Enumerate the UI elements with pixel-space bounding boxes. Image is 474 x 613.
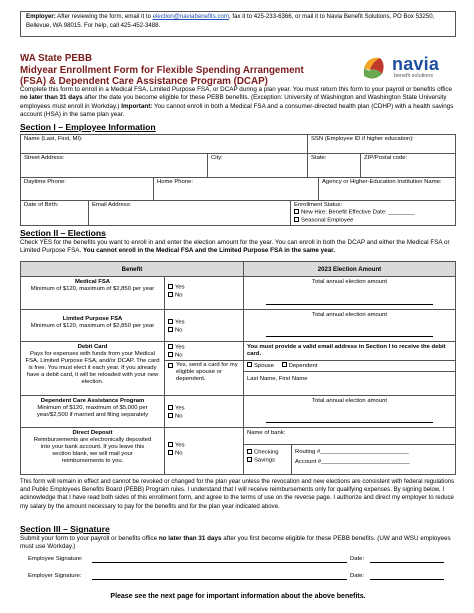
- direct-deposit-name: Direct Deposit: [72, 430, 113, 436]
- employee-signature-row: [20, 555, 456, 565]
- medical-fsa-row: [21, 277, 455, 310]
- employer-date-label: Date:: [350, 573, 365, 579]
- medical-fsa-amount[interactable]: [244, 277, 455, 309]
- employee-signature-label: Employee Signature:: [28, 556, 83, 562]
- direct-deposit-yes[interactable]: [168, 442, 240, 450]
- send-card-option[interactable]: [165, 361, 243, 384]
- dcap-choice: [165, 396, 244, 427]
- debit-card-yes-no: [165, 342, 243, 361]
- signature-intro: [20, 535, 456, 552]
- debit-card-email-note: You must provide a valid email address in Section I to receive the debit card.: [244, 342, 455, 361]
- daytime-phone-label: Daytime Phone:: [24, 179, 66, 185]
- checkbox-icon[interactable]: [168, 284, 173, 289]
- signature-intro-text-1: Submit your form to your payroll or benefits office: [20, 535, 159, 542]
- medical-fsa-choice: [165, 277, 244, 309]
- intro-text-3: You cannot enroll in both a Medical FSA and a consumer-directed health plan (CDHP) with a health savings account (HSA) in the same plan year.: [20, 102, 454, 119]
- agency-field[interactable]: [319, 178, 455, 201]
- checking-label: Checking: [254, 449, 279, 456]
- new-hire-label: New Hire; Benefit Effective Date: ________: [301, 209, 415, 216]
- spouse-option[interactable]: [247, 363, 274, 369]
- savings-option[interactable]: [247, 457, 288, 465]
- total-amount-label: Total annual election amount: [312, 312, 387, 318]
- limited-fsa-name: Limited Purpose FSA: [62, 316, 123, 322]
- section-3-title-text: Section III – Signature: [20, 524, 110, 534]
- state-label: State:: [311, 155, 327, 161]
- yes-label: Yes: [175, 405, 185, 412]
- intro-text-1: Complete this form to enroll in a Medical FSA, Limited Purpose FSA, or DCAP during a plan year. You must return this form to your payroll or benefits office: [20, 86, 453, 93]
- dcap-no[interactable]: [168, 413, 240, 421]
- section-1-title: [20, 122, 156, 132]
- checkbox-icon[interactable]: [247, 457, 252, 462]
- employer-signature-line[interactable]: [92, 579, 347, 580]
- navia-logo: [358, 52, 458, 84]
- dob-field[interactable]: [21, 201, 89, 225]
- checking-option[interactable]: [247, 449, 288, 457]
- employer-instructions-box: [20, 11, 456, 37]
- employer-text-1: After reviewing the form, email it to: [55, 13, 153, 20]
- elections-intro: [20, 239, 456, 256]
- seasonal-label: Seasonal Employee: [301, 217, 354, 223]
- employee-date-label: Date:: [350, 556, 365, 562]
- amount-line: [266, 336, 433, 337]
- total-amount-label: Total annual election amount: [312, 279, 387, 285]
- dcap-row: [21, 396, 455, 428]
- daytime-phone-field[interactable]: [21, 178, 154, 201]
- limited-fsa-row: [21, 310, 455, 342]
- account-type-choice: [244, 445, 292, 474]
- agency-label: Agency or Higher-Education Institution Name:: [322, 179, 442, 185]
- limited-fsa-amount[interactable]: [244, 310, 455, 341]
- checkbox-icon[interactable]: [168, 319, 173, 324]
- intro-paragraph: [20, 86, 456, 120]
- checkbox-icon[interactable]: [168, 450, 173, 455]
- direct-deposit-no[interactable]: [168, 450, 240, 458]
- city-field[interactable]: [208, 154, 308, 178]
- direct-deposit-desc: Reimbursements are electronically deposited into your bank account. If you leave this section blank, we will mail your reimbursements to you.: [33, 437, 152, 464]
- email-field[interactable]: [89, 201, 291, 225]
- elections-table: [20, 261, 456, 475]
- spouse-label: Spouse: [254, 362, 274, 369]
- total-amount-label: Total annual election amount: [312, 398, 387, 404]
- election-email-link[interactable]: election@naviabenefits.com: [152, 13, 229, 20]
- checkbox-icon[interactable]: [247, 362, 252, 367]
- enrollment-status-label: Enrollment Status:: [294, 202, 343, 208]
- elections-intro-text: Check YES for the benefits you want to enroll in and enter the election amount for the year. You can enroll in both the DCAP and either the Medical FSA or Limited Purpose FSA.: [20, 239, 450, 255]
- employer-signature-row: [20, 572, 456, 582]
- elections-intro-bold: You cannot enroll in the Medical FSA and the Limited Purpose FSA in the same year.: [83, 247, 336, 255]
- checkbox-icon[interactable]: [168, 413, 173, 418]
- dob-label: Date of Birth:: [24, 202, 59, 208]
- seasonal-option[interactable]: [294, 217, 452, 225]
- direct-deposit-choice: [165, 428, 244, 474]
- debit-card-row: [21, 342, 455, 396]
- medical-fsa-yes[interactable]: [168, 284, 240, 292]
- zip-label: ZIP/Postal code:: [364, 155, 408, 161]
- direct-deposit-benefit: [21, 428, 165, 474]
- enrollment-status-field: [291, 201, 455, 225]
- savings-label: Savings: [254, 457, 275, 463]
- employee-date-line[interactable]: [370, 562, 444, 563]
- section-1-title-text: Section I – Employee Information: [20, 122, 156, 132]
- intro-bold-1: no later than 31 days: [20, 94, 83, 102]
- home-phone-label: Home Phone:: [157, 179, 194, 185]
- no-label: No: [175, 352, 183, 358]
- last-first-label: Last Name, First Name: [247, 376, 308, 382]
- employer-date-line[interactable]: [370, 579, 444, 580]
- routing-number-field[interactable]: Routing #___________________________: [295, 449, 409, 455]
- employer-label: Employer:: [26, 13, 56, 20]
- next-page-note: Please see the next page for important information about the above benefits.: [110, 593, 366, 600]
- navia-logo-text: navia: [392, 54, 440, 74]
- checkbox-icon[interactable]: [247, 449, 252, 454]
- title-line-3: (FSA) & Dependent Care Assistance Program (DCAP): [20, 76, 268, 88]
- home-phone-field[interactable]: [154, 178, 319, 201]
- debit-card-name: Debit Card: [77, 344, 108, 350]
- form-title: [20, 53, 340, 88]
- checkbox-icon[interactable]: [168, 442, 173, 447]
- medical-fsa-desc: Minimum of $120, maximum of $2,850 per year: [30, 286, 155, 292]
- amount-column-header: 2023 Election Amount: [244, 262, 455, 277]
- name-field[interactable]: [21, 135, 308, 154]
- checkbox-icon[interactable]: [168, 344, 173, 349]
- amount-line: [266, 304, 433, 305]
- employer-signature-label: Employer Signature:: [28, 573, 82, 579]
- limited-fsa-desc: Minimum of $120, maximum of $2,850 per year: [30, 323, 155, 329]
- name-label: Name (Last, First, MI):: [24, 136, 83, 142]
- no-label: No: [175, 292, 183, 298]
- dependent-option[interactable]: [282, 363, 318, 369]
- street-field[interactable]: [21, 154, 208, 178]
- checkbox-icon[interactable]: [168, 352, 173, 357]
- dependent-name-field[interactable]: [244, 372, 455, 383]
- medical-fsa-benefit: [21, 277, 165, 309]
- checkbox-icon[interactable]: [282, 362, 287, 367]
- section-2-title-text: Section II – Elections: [20, 228, 106, 238]
- debit-card-desc: Pays for expenses with funds from your Medical FSA, Limited Purpose FSA, and/or DCAP. The card is free. You must elect it each year. If you already have a debit card, it will be reloaded with your new election.: [25, 351, 160, 385]
- debit-card-amount: [244, 342, 455, 395]
- yes-label: Yes: [175, 442, 185, 449]
- medical-fsa-no[interactable]: [168, 292, 240, 300]
- zip-field[interactable]: [361, 154, 455, 178]
- state-field[interactable]: [308, 154, 361, 178]
- limited-fsa-yes[interactable]: [168, 319, 240, 327]
- section-2-title: [20, 228, 106, 238]
- new-hire-option[interactable]: [294, 209, 452, 217]
- navia-logo-tagline: benefit solutions: [394, 73, 433, 79]
- street-label: Street Address:: [24, 155, 65, 161]
- medical-fsa-name: Medical FSA: [74, 279, 111, 285]
- employee-info-grid: [20, 134, 456, 226]
- debit-card-no[interactable]: [168, 352, 240, 360]
- intro-text-2: after the date you become eligible for these PEBB benefits. (Exception: University of Washington and Washington State University employees must enroll in Workday.): [20, 94, 447, 110]
- debit-card-choice: [165, 342, 244, 395]
- employer-text-2: , fax it to 425-233-6366, or mail it to Navia Benefit Solutions, PO Box 53250, Bellevue, WA 98015. For help, call 425-452-3488.: [26, 13, 435, 29]
- yes-label: Yes: [175, 284, 185, 291]
- city-label: City:: [211, 155, 223, 161]
- checkbox-icon[interactable]: [168, 292, 173, 297]
- no-label: No: [175, 450, 183, 456]
- section-3-title: [20, 524, 110, 534]
- debit-card-benefit: [21, 342, 165, 395]
- ssn-field[interactable]: [308, 135, 455, 154]
- benefit-column-header: Benefit: [21, 262, 244, 277]
- legal-agreement-text: This form will remain in effect and cannot be revoked or changed for the plan year unless the revocation and new elections are consistent with federal regulations and Public Employees Benefits Board (PEBB) Program rules. I understand that I will receive reimbursements only for qualifying expenses. By signing below, I acknowledge that I have read both sides of this enrollment form, and agree to the terms of use on the reverse page. I authorize and direct my employer to reduce my salary by the amount necessary to pay for the benefits and for the plan year indicated above.: [20, 478, 455, 510]
- dependent-label: Dependent: [288, 362, 318, 369]
- no-label: No: [175, 413, 183, 419]
- limited-fsa-choice: [165, 310, 244, 341]
- yes-label: Yes: [175, 344, 185, 351]
- checkbox-icon[interactable]: [294, 217, 299, 222]
- dcap-yes[interactable]: [168, 405, 240, 413]
- ssn-label: SSN (Employee ID if higher education):: [311, 136, 414, 142]
- dependent-type-choice: [244, 361, 455, 372]
- amount-line: [266, 422, 433, 423]
- limited-fsa-no[interactable]: [168, 327, 240, 335]
- signature-intro-bold: no later than 31 days: [158, 535, 222, 542]
- dcap-benefit: [21, 396, 165, 427]
- checkbox-icon[interactable]: [168, 405, 173, 410]
- direct-deposit-row: [21, 428, 455, 474]
- dcap-desc: Minimum of $120, maximum of $5,000 per year/$2,500 if married and filing separately: [36, 405, 149, 418]
- dcap-name: Dependent Care Assistance Program: [40, 398, 145, 404]
- send-card-label: Yes, send a card for my eligible spouse or dependent.: [176, 362, 238, 382]
- limited-fsa-benefit: [21, 310, 165, 341]
- title-line-2: Midyear Enrollment Form for Flexible Spending Arrangement: [20, 64, 304, 76]
- title-line-1: WA State PEBB: [20, 53, 93, 64]
- signature-intro-text-2: after you first become eligible for these PEBB benefits. (UW and WSU employees must use Workday.): [20, 535, 451, 551]
- account-number-field[interactable]: Account #___________________________: [295, 459, 410, 465]
- bank-name-label: Name of bank:: [247, 430, 286, 436]
- intro-bold-2: Important:: [121, 102, 153, 110]
- email-label: Email Address:: [92, 202, 132, 208]
- navia-logo-mark-icon: [358, 54, 392, 82]
- direct-deposit-details: [244, 428, 455, 474]
- checkbox-icon[interactable]: [294, 209, 299, 214]
- bank-name-field[interactable]: [244, 428, 455, 445]
- yes-label: Yes: [175, 319, 185, 326]
- dcap-amount[interactable]: [244, 396, 455, 427]
- debit-card-yes[interactable]: [168, 344, 240, 352]
- checkbox-icon[interactable]: [168, 363, 173, 368]
- employee-signature-line[interactable]: [92, 562, 347, 563]
- no-label: No: [175, 327, 183, 333]
- checkbox-icon[interactable]: [168, 327, 173, 332]
